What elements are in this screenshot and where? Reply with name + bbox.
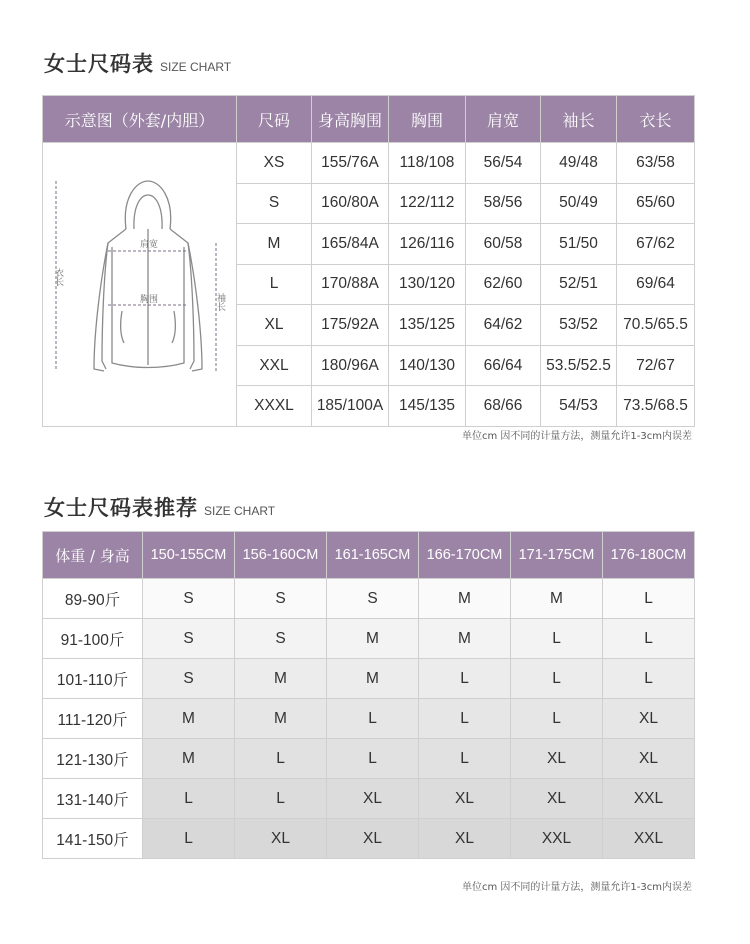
recommended-size-cell: XL <box>511 779 603 819</box>
cell-size: XL <box>237 305 312 346</box>
cell-shoulder: 58/56 <box>466 183 541 224</box>
recommended-size-cell: L <box>235 779 327 819</box>
shoulder-label: 肩宽 <box>139 240 158 250</box>
recommended-size-cell: XL <box>603 739 695 779</box>
cell-shoulder: 56/54 <box>466 143 541 184</box>
cell-height-chest: 170/88A <box>312 264 389 305</box>
recommended-size-cell: XL <box>419 779 511 819</box>
cell-chest: 126/116 <box>389 224 466 265</box>
recommended-size-cell: L <box>419 659 511 699</box>
header-chest: 胸围 <box>389 96 466 143</box>
chest-label: 胸围 <box>139 295 158 305</box>
header-height-range: 166-170CM <box>419 532 511 579</box>
recommended-size-cell: L <box>327 739 419 779</box>
recommended-size-cell: L <box>419 699 511 739</box>
recommended-size-cell: M <box>511 579 603 619</box>
recommended-size-cell: L <box>603 659 695 699</box>
header-height-chest: 身高胸围 <box>312 96 389 143</box>
cell-chest: 118/108 <box>389 143 466 184</box>
cell-height-chest: 165/84A <box>312 224 389 265</box>
recommended-size-cell: L <box>603 619 695 659</box>
cell-shoulder: 62/60 <box>466 264 541 305</box>
table-header-row <box>43 532 695 579</box>
cell-size: S <box>237 183 312 224</box>
cell-sleeve: 54/53 <box>541 386 617 427</box>
cell-length: 70.5/65.5 <box>617 305 695 346</box>
cell-length: 69/64 <box>617 264 695 305</box>
recommendation-table <box>42 531 695 859</box>
weight-range-cell: 91-100斤 <box>43 619 143 659</box>
recommended-size-cell: XL <box>419 819 511 859</box>
jacket-diagram <box>43 143 237 427</box>
cell-length: 63/58 <box>617 143 695 184</box>
cell-sleeve: 49/48 <box>541 143 617 184</box>
recommended-size-cell: S <box>235 619 327 659</box>
title-chinese: 女士尺码表推荐 <box>44 496 198 520</box>
recommended-size-cell: L <box>143 779 235 819</box>
header-height-range: 150-155CM <box>143 532 235 579</box>
size-chart-table <box>42 95 695 427</box>
recommended-size-cell: S <box>143 619 235 659</box>
recommended-size-cell: L <box>511 659 603 699</box>
title-chinese: 女士尺码表 <box>44 52 154 76</box>
measurement-note: 单位cm 因不同的计量方法，测量允许1-3cm内误差 <box>462 882 692 893</box>
recommended-size-cell: L <box>511 699 603 739</box>
recommended-size-cell: M <box>143 699 235 739</box>
recommended-size-cell: M <box>235 699 327 739</box>
table-row <box>43 143 695 184</box>
cell-height-chest: 180/96A <box>312 345 389 386</box>
weight-range-cell: 121-130斤 <box>43 739 143 779</box>
cell-length: 73.5/68.5 <box>617 386 695 427</box>
table-row <box>43 779 695 819</box>
cell-height-chest: 155/76A <box>312 143 389 184</box>
title-english: SIZE CHART <box>160 60 232 74</box>
header-weight-height: 体重 / 身高 <box>43 532 143 579</box>
sleeve-label: 袖长 <box>214 293 225 311</box>
cell-length: 72/67 <box>617 345 695 386</box>
recommendation-title <box>44 492 275 522</box>
recommended-size-cell: M <box>235 659 327 699</box>
cell-length: 67/62 <box>617 224 695 265</box>
cell-height-chest: 160/80A <box>312 183 389 224</box>
cell-sleeve: 53/52 <box>541 305 617 346</box>
table-row <box>43 619 695 659</box>
length-label: 衣长 <box>52 268 63 286</box>
cell-size: M <box>237 224 312 265</box>
weight-range-cell: 101-110斤 <box>43 659 143 699</box>
recommended-size-cell: XL <box>603 699 695 739</box>
cell-chest: 130/120 <box>389 264 466 305</box>
cell-shoulder: 60/58 <box>466 224 541 265</box>
recommended-size-cell: M <box>327 619 419 659</box>
weight-range-cell: 89-90斤 <box>43 579 143 619</box>
cell-sleeve: 50/49 <box>541 183 617 224</box>
header-length: 衣长 <box>617 96 695 143</box>
cell-shoulder: 64/62 <box>466 305 541 346</box>
recommended-size-cell: XL <box>235 819 327 859</box>
recommended-size-cell: S <box>143 579 235 619</box>
jacket-illustration-icon <box>44 143 236 421</box>
header-height-range: 171-175CM <box>511 532 603 579</box>
cell-height-chest: 175/92A <box>312 305 389 346</box>
recommended-size-cell: XL <box>327 779 419 819</box>
weight-range-cell: 131-140斤 <box>43 779 143 819</box>
recommended-size-cell: L <box>143 819 235 859</box>
title-english: SIZE CHART <box>204 504 276 518</box>
cell-chest: 135/125 <box>389 305 466 346</box>
header-sleeve: 袖长 <box>541 96 617 143</box>
header-shoulder: 肩宽 <box>466 96 541 143</box>
recommended-size-cell: L <box>419 739 511 779</box>
recommended-size-cell: S <box>143 659 235 699</box>
cell-size: L <box>237 264 312 305</box>
recommended-size-cell: L <box>603 579 695 619</box>
table-header-row <box>43 96 695 143</box>
recommended-size-cell: XL <box>511 739 603 779</box>
cell-shoulder: 66/64 <box>466 345 541 386</box>
cell-size: XXXL <box>237 386 312 427</box>
table-row <box>43 739 695 779</box>
measurement-note: 单位cm 因不同的计量方法，测量允许1-3cm内误差 <box>462 431 692 442</box>
header-height-range: 161-165CM <box>327 532 419 579</box>
recommended-size-cell: S <box>235 579 327 619</box>
cell-shoulder: 68/66 <box>466 386 541 427</box>
cell-size: XS <box>237 143 312 184</box>
recommended-size-cell: L <box>235 739 327 779</box>
cell-chest: 122/112 <box>389 183 466 224</box>
header-diagram: 示意图（外套/内胆） <box>43 96 237 143</box>
table-row <box>43 579 695 619</box>
cell-chest: 145/135 <box>389 386 466 427</box>
weight-range-cell: 141-150斤 <box>43 819 143 859</box>
cell-sleeve: 51/50 <box>541 224 617 265</box>
recommended-size-cell: M <box>419 579 511 619</box>
cell-size: XXL <box>237 345 312 386</box>
recommended-size-cell: L <box>327 699 419 739</box>
recommended-size-cell: S <box>327 579 419 619</box>
size-chart-title <box>44 48 231 78</box>
weight-range-cell: 111-120斤 <box>43 699 143 739</box>
recommended-size-cell: M <box>419 619 511 659</box>
cell-chest: 140/130 <box>389 345 466 386</box>
cell-sleeve: 53.5/52.5 <box>541 345 617 386</box>
recommended-size-cell: M <box>327 659 419 699</box>
recommended-size-cell: XXL <box>603 779 695 819</box>
header-height-range: 176-180CM <box>603 532 695 579</box>
header-height-range: 156-160CM <box>235 532 327 579</box>
recommended-size-cell: M <box>143 739 235 779</box>
recommended-size-cell: L <box>511 619 603 659</box>
recommended-size-cell: XXL <box>603 819 695 859</box>
table-row <box>43 699 695 739</box>
cell-length: 65/60 <box>617 183 695 224</box>
recommended-size-cell: XL <box>327 819 419 859</box>
header-size: 尺码 <box>237 96 312 143</box>
table-row <box>43 819 695 859</box>
cell-height-chest: 185/100A <box>312 386 389 427</box>
recommended-size-cell: XXL <box>511 819 603 859</box>
cell-sleeve: 52/51 <box>541 264 617 305</box>
table-row <box>43 659 695 699</box>
